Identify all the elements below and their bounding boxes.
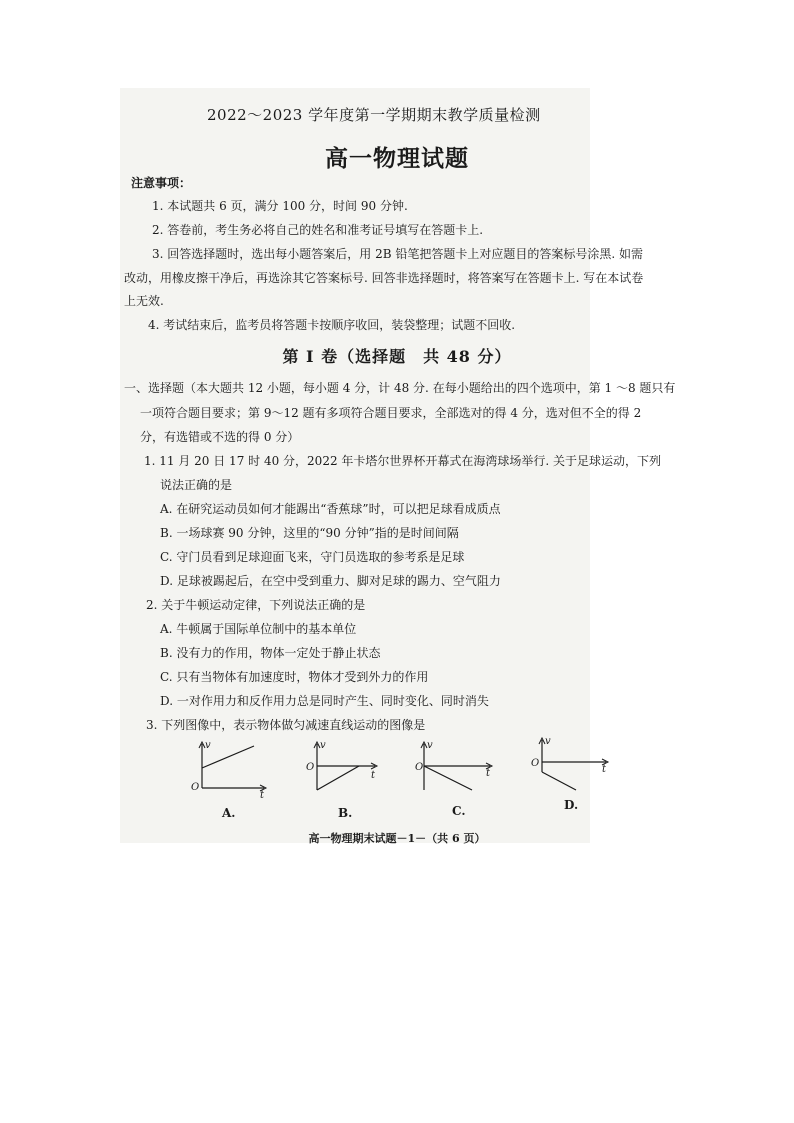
graph-b-line — [317, 766, 359, 790]
page-footer: 高一物理期末试题－1－（共 6 页） — [308, 832, 486, 845]
origin-label: O — [531, 758, 540, 769]
notice-heading: 注意事项： — [131, 176, 192, 190]
question-1-option-c: C. 守门员看到足球迎面飞来，守门员选取的参考系是足球 — [160, 550, 465, 564]
notice-item: 4. 考试结束后，监考员将答题卡按顺序收回，装袋整理；试题不回收. — [148, 318, 516, 332]
axis-t-label: t — [371, 770, 376, 781]
question-1-option-d: D. 足球被踢起后，在空中受到重力、脚对足球的踢力、空气阻力 — [160, 574, 501, 588]
exam-title: 高一物理试题 — [325, 145, 469, 172]
question-1-stem: 1. 11 月 20 日 17 时 40 分，2022 年卡塔尔世界杯开幕式在海湾球场举行. 关于足球运动，下列 — [144, 454, 662, 468]
section-title: 第 I 卷（选择题 共 48 分） — [282, 347, 512, 366]
axis-v-label: v — [427, 740, 433, 751]
axis-t-label: t — [260, 790, 265, 801]
notice-item: 上无效. — [124, 294, 164, 308]
question-2-option-d: D. 一对作用力和反作用力总是同时产生、同时变化、同时消失 — [160, 694, 489, 708]
section-intro-line: 一项符合题目要求；第 9～12 题有多项符合题目要求，全部选对的得 4 分，选对但不全的得 2 — [140, 406, 642, 420]
notice-item: 改动，用橡皮擦干净后，再选涂其它答案标号. 回答非选择题时，将答案写在答题卡上. 写在本试卷 — [124, 271, 644, 285]
vt-graph-d — [530, 736, 610, 798]
exam-header: 2022～2023 学年度第一学期期末教学质量检测 — [207, 106, 541, 124]
section-intro-line: 分，有选错或不选的得 0 分） — [140, 430, 300, 444]
graph-a-label: A. — [222, 806, 236, 820]
question-2-stem: 2. 关于牛顿运动定律，下列说法正确的是 — [146, 598, 366, 612]
question-2-option-a: A. 牛顿属于国际单位制中的基本单位 — [160, 622, 357, 636]
question-2-option-b: B. 没有力的作用，物体一定处于静止状态 — [160, 646, 381, 660]
vt-graph-c — [416, 738, 496, 800]
graph-b-label: B. — [338, 806, 353, 820]
origin-label: O — [191, 782, 200, 793]
graph-c-label: C. — [452, 804, 466, 818]
axis-v-label: v — [320, 740, 326, 751]
origin-label: O — [306, 762, 315, 773]
question-1-option-b: B. 一场球赛 90 分钟，这里的“90 分钟”指的是时间间隔 — [160, 526, 459, 540]
axis-v-label: v — [205, 740, 211, 751]
axis-t-label: t — [486, 768, 491, 779]
question-3-stem: 3. 下列图像中，表示物体做匀减速直线运动的图像是 — [146, 718, 426, 732]
notice-item: 3. 回答选择题时，选出每小题答案后，用 2B 铅笔把答题卡上对应题目的答案标号涂黑. 如需 — [152, 247, 643, 261]
graph-c-line — [424, 766, 472, 790]
question-1-stem: 说法正确的是 — [160, 478, 233, 492]
notice-item: 2. 答卷前，考生务必将自己的姓名和准考证号填写在答题卡上. — [152, 223, 484, 237]
notice-item: 1. 本试题共 6 页，满分 100 分，时间 90 分钟. — [152, 199, 408, 213]
vt-graph-a — [190, 738, 270, 800]
question-1-option-a: A. 在研究运动员如何才能踢出“香蕉球”时，可以把足球看成质点 — [160, 502, 501, 516]
origin-label: O — [415, 762, 424, 773]
question-2-option-c: C. 只有当物体有加速度时，物体才受到外力的作用 — [160, 670, 429, 684]
vt-graph-b — [303, 738, 383, 800]
graph-d-line — [542, 772, 576, 790]
axis-t-label: t — [602, 764, 607, 775]
graph-d-label: D. — [564, 798, 579, 812]
axis-v-label: v — [545, 736, 551, 747]
section-intro-line: 一、选择题（本大题共 12 小题，每小题 4 分，计 48 分. 在每小题给出的四个选项中，第 1 ～8 题只有 — [124, 381, 676, 395]
